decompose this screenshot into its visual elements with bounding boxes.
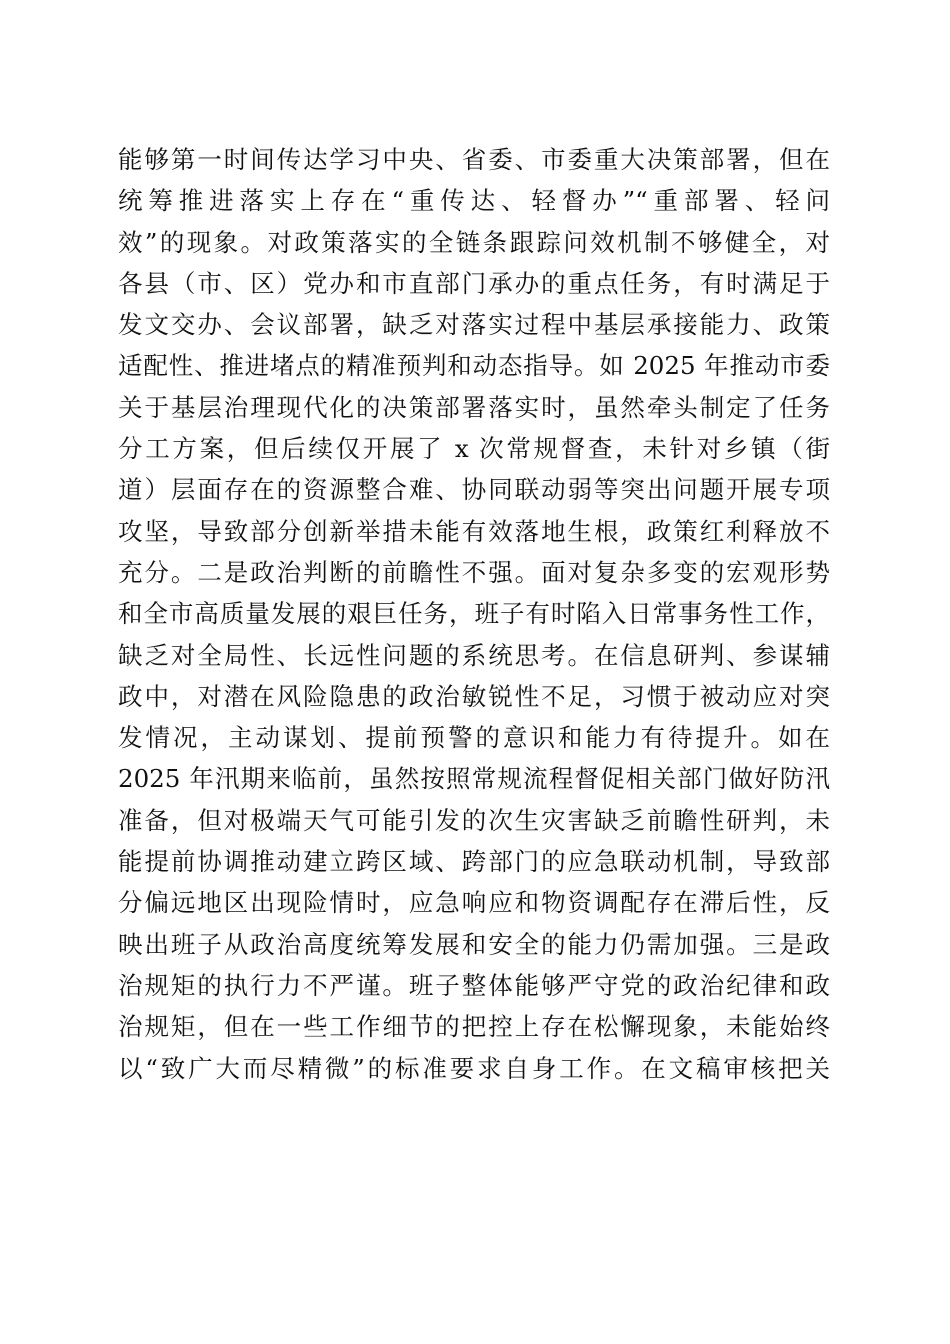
- text-line-9: 道）层面存在的资源整合难、协同联动弱等突出问题开展专项: [118, 475, 830, 505]
- text-line-22: 治规矩，但在一些工作细节的把控上存在松懈现象，未能始终: [118, 1012, 830, 1042]
- text-line-7: 关于基层治理现代化的决策部署落实时，虽然牵头制定了任务: [118, 392, 830, 422]
- text-line-23: 以“致广大而尽精微”的标准要求自身工作。在文稿审核把关: [118, 1053, 830, 1083]
- text-line-11: 充分。二是政治判断的前瞻性不强。面对复杂多变的宏观形势: [118, 557, 830, 587]
- text-line-3: 效”的现象。对政策落实的全链条跟踪问效机制不够健全，对: [118, 227, 830, 257]
- text-line-15: 发情况，主动谋划、提前预警的意识和能力有待提升。如在: [118, 723, 830, 753]
- text-line-10: 攻坚，导致部分创新举措未能有效落地生根，政策红利释放不: [118, 516, 830, 546]
- text-line-5: 发文交办、会议部署，缺乏对落实过程中基层承接能力、政策: [118, 310, 830, 340]
- text-line-6: 适配性、推进堵点的精准预判和动态指导。如 2025 年推动市委: [118, 351, 830, 381]
- text-line-14: 政中，对潜在风险隐患的政治敏锐性不足，习惯于被动应对突: [118, 681, 830, 711]
- text-line-18: 能提前协调推动建立跨区域、跨部门的应急联动机制，导致部: [118, 847, 830, 877]
- text-line-16: 2025 年汛期来临前，虽然按照常规流程督促相关部门做好防汛: [118, 764, 830, 794]
- text-line-4: 各县（市、区）党办和市直部门承办的重点任务，有时满足于: [118, 268, 830, 298]
- text-line-2: 统筹推进落实上存在“重传达、轻督办”“重部署、轻问: [118, 186, 830, 216]
- text-line-19: 分偏远地区出现险情时，应急响应和物资调配存在滞后性，反: [118, 888, 830, 918]
- text-line-12: 和全市高质量发展的艰巨任务，班子有时陷入日常事务性工作，: [118, 599, 830, 629]
- text-line-17: 准备，但对极端天气可能引发的次生灾害缺乏前瞻性研判，未: [118, 805, 830, 835]
- text-line-20: 映出班子从政治高度统筹发展和安全的能力仍需加强。三是政: [118, 929, 830, 959]
- body-text: [118, 139, 830, 1089]
- text-line-21: 治规矩的执行力不严谨。班子整体能够严守党的政治纪律和政: [118, 970, 830, 1000]
- text-line-1: 能够第一时间传达学习中央、省委、市委重大决策部署，但在: [118, 145, 830, 174]
- text-line-8: 分工方案，但后续仅开展了 x 次常规督查，未针对乡镇（街: [118, 434, 830, 464]
- text-line-13: 缺乏对全局性、长远性问题的系统思考。在信息研判、参谋辅: [118, 640, 830, 670]
